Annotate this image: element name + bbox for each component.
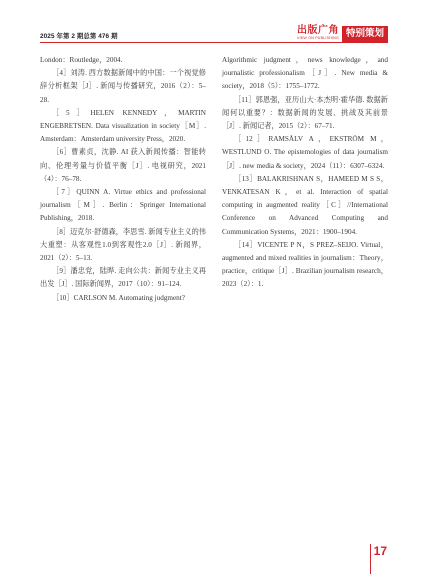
reference-entry: ［12］RAMSÅLV A，EKSTRÖM M，WESTLUND O. The epistemologies of data journalism［J］. new media & society，2024（11）：6307–6324. <box>222 135 388 170</box>
reference-entry: ［11］郭恩强，亚历山大·本杰明·霍华德. 数据新闻何以重要？：数据新闻的发展、挑战及其前景［J］. 新闻记者，2015（2）：67–71. <box>222 95 388 131</box>
reference-entry: ［4］刘涛. 西方数据新闻中的中国：一个视觉修辞分析框架［J］. 新闻与传播研究，2016（2）：5–28. <box>40 69 206 104</box>
header-rule <box>40 42 388 43</box>
right-column <box>222 54 388 292</box>
running-header-issue: 2025 年第 2 期总第 476 期 <box>40 33 118 40</box>
reference-entry: ［6］曹素贞，沈静. AI 获入新闻传播：智能转向、伦理考量与价值平衡［J］. 电视研究，2021（4）：76–78. <box>40 148 206 183</box>
page-number: 17 <box>373 544 387 558</box>
reference-entry: London：Routledge，2004. <box>40 56 123 64</box>
reference-entry: ［7］QUINN A. Virtue ethics and professional journalism［M］. Berlin：Springer International Publishing，2018. <box>40 188 206 223</box>
publication-brand <box>297 25 388 49</box>
reference-entry: ［14］VICENTE P N，S PREZ–SEIJO. Virtual，augmented and mixed realities in journalism：Theory，practice，critique［J］. Brazilian journalism research，2023（2）：1. <box>222 240 388 289</box>
reference-entry: Algorithmic judgment，news knowledge，and journalistic professionalism［J］. New media & society，2018（5）：1755–1772. <box>222 56 388 91</box>
reference-entry: ［9］潘忠党，陆晔. 走向公共：新闻专业主义再出发［J］. 国际新闻界，2017（10）：91–124. <box>40 267 206 289</box>
section-badge: 特别策划 <box>342 26 388 42</box>
brand-name: 出版广角 <box>296 25 339 36</box>
reference-entry: ［10］CARLSON M. Automating judgment? <box>52 293 185 302</box>
reference-entry: ［13］BALAKRISHNAN S，HAMEED M S S，VENKATESAN K，et al. Interaction of spatial computing in augmented reality［C］//International Conference on Advanced Computing and Communication Systems，2021：1900–1904. <box>222 174 388 236</box>
reference-entry: ［5］HELEN KENNEDY，MARTIN ENGEBRETSEN. Data visualization in society［M］. Amsterdam：Amsterdam university Press，2020. <box>40 108 206 144</box>
page-number-rule <box>370 544 371 574</box>
left-column <box>40 54 206 305</box>
reference-entry: ［8］迈克尔·舒德森，李思雪. 新闻专业主义的伟大重塑：从客观性1.0到客观性2.0［J］. 新闻界，2021（2）：5–13. <box>40 227 206 263</box>
brand-subtitle: VIEW ON PUBLISHING <box>297 36 339 40</box>
